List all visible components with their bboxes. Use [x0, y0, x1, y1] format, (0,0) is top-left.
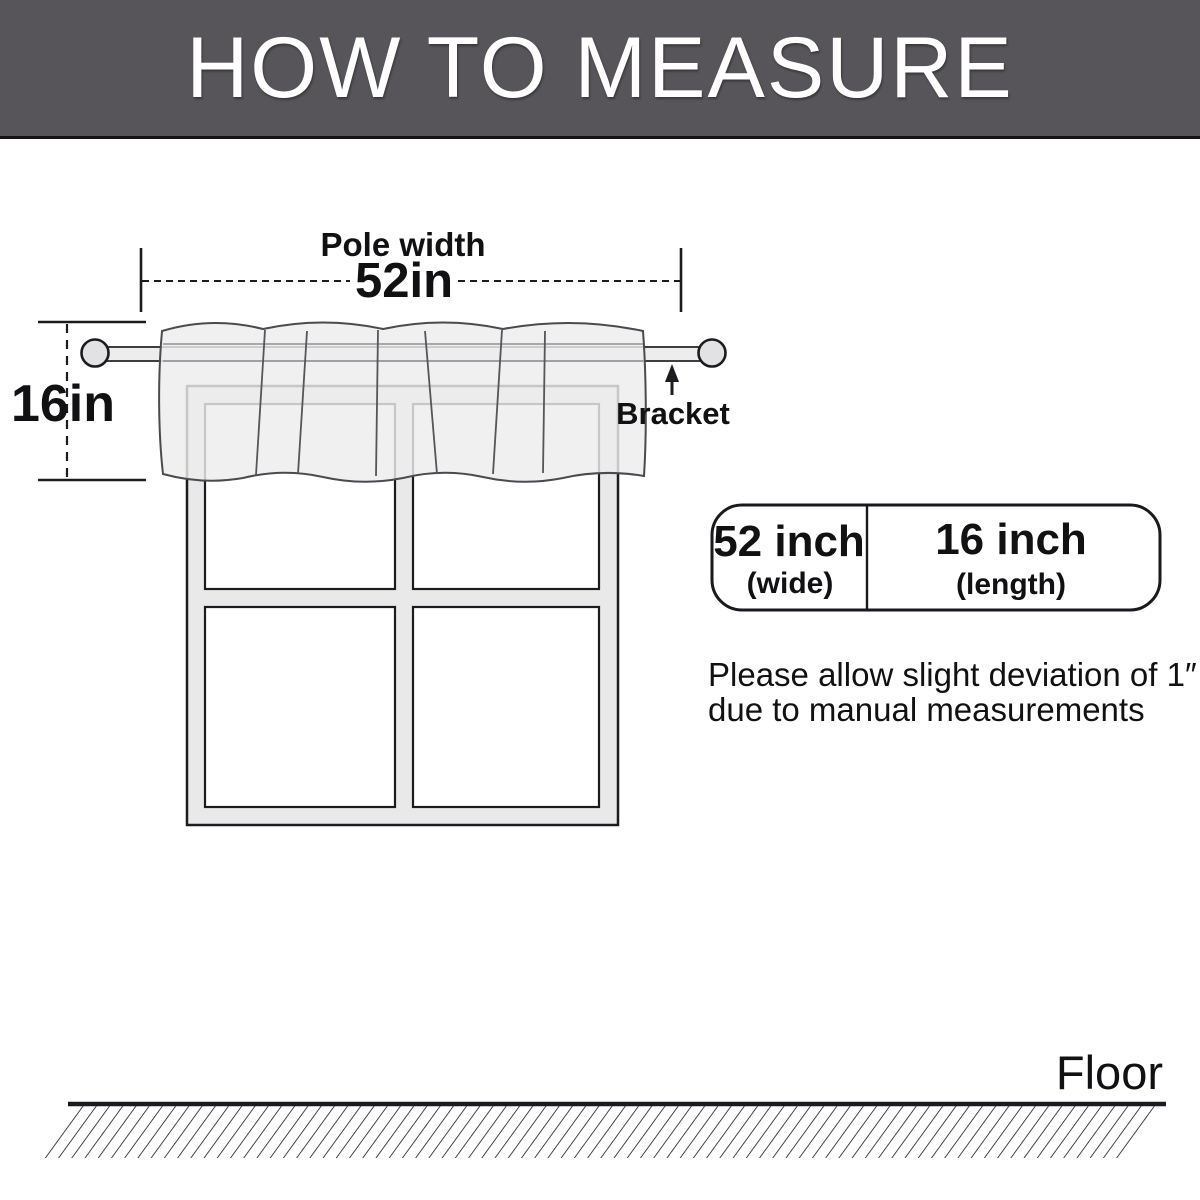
- floor-hatch: [41, 1106, 1160, 1158]
- rod-finial-right: [699, 340, 726, 367]
- spec-length-unit: (length): [956, 568, 1066, 601]
- deviation-note-line2: due to manual measurements: [708, 691, 1145, 728]
- window-pane: [413, 607, 599, 807]
- pole-width-label: Pole width: [320, 226, 486, 263]
- floor-label: Floor: [1055, 1046, 1163, 1099]
- deviation-note: [708, 656, 1197, 728]
- spec-width-unit: (wide): [746, 567, 834, 600]
- window-pane: [205, 607, 395, 807]
- pole-width-measure: [141, 226, 681, 312]
- page-title: HOW TO MEASURE: [186, 20, 1014, 116]
- rod-finial-left: [82, 340, 109, 367]
- pole-width-value: 52in: [354, 254, 454, 308]
- spec-length-value: 16 inch: [935, 515, 1087, 564]
- bracket-label: Bracket: [616, 396, 730, 431]
- arrow-up-icon: [665, 364, 679, 395]
- spec-table: [712, 505, 1160, 610]
- height-measure: [11, 322, 146, 480]
- valance: [159, 323, 646, 482]
- deviation-note-line1: Please allow slight deviation of 1″: [708, 656, 1197, 693]
- floor: [41, 1046, 1166, 1158]
- height-value: 16in: [10, 375, 116, 433]
- spec-width-value: 52 inch: [713, 517, 865, 566]
